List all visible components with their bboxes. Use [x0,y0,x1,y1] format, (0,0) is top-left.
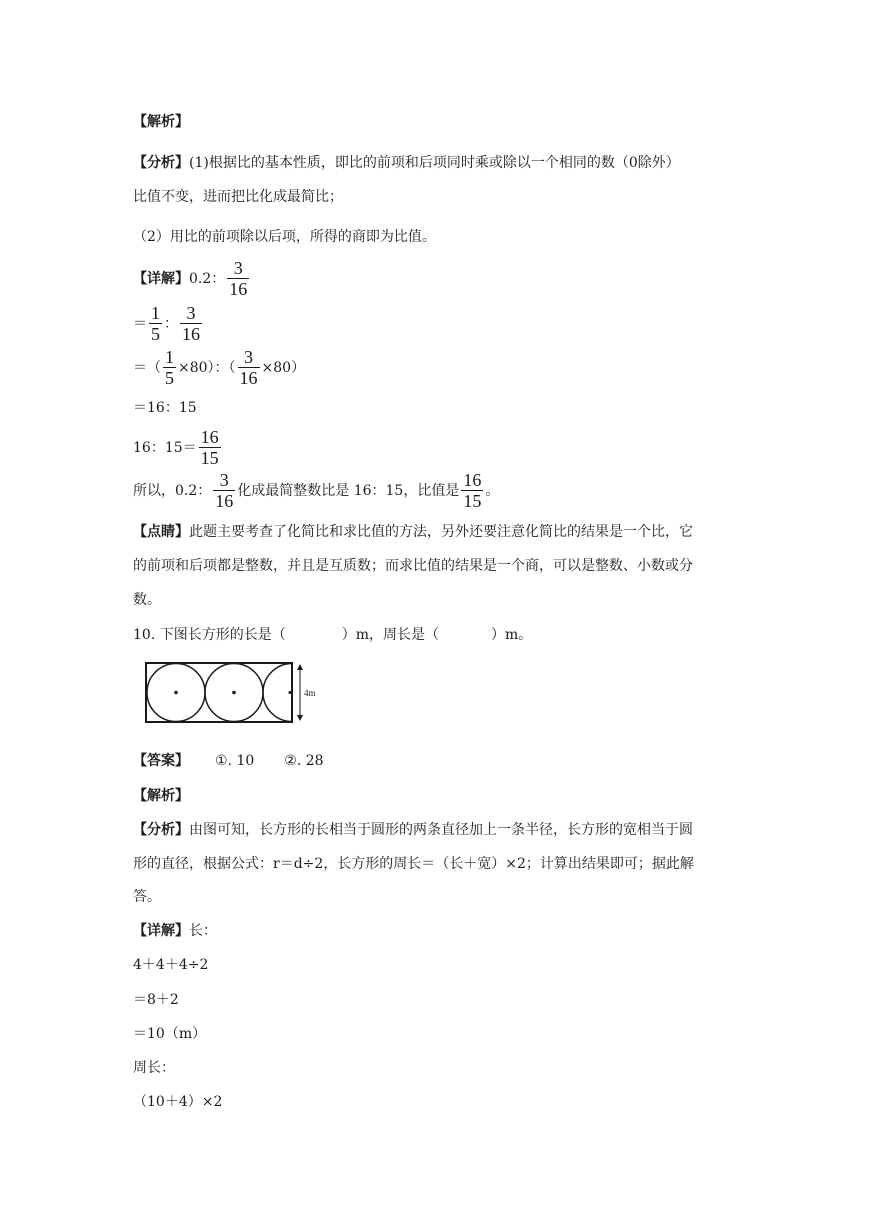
analysis2-line1: 【分析】由图可知，长方形的长相当于圆形的两条直径加上一条半径，长方形的宽相当于圆 [133,822,693,838]
question-10: 10. 下图长方形的长是（ ）m，周长是（ ）m。 [133,627,533,643]
remark-line3: 数。 [133,592,161,608]
analysis-paragraph-line1 [133,153,680,173]
fraction-1-5: $\frac{1}{5}$ [151,303,160,344]
center-dot-2 [232,691,236,695]
detail-step-2: ＝ $\frac{1}{5}$ ： $\frac{3}{16}$ [133,303,200,344]
section-heading-jiexi: 【解析】 [133,114,189,130]
remark-line2: 的前项和后项都是整数，并且是互质数；而求比值的结果是一个商，可以是整数、小数或分 [133,558,693,574]
analysis-tag: 【分析】 [133,155,189,171]
detail-step-5: 16：15＝ $\frac{16}{15}$ [133,427,219,468]
calc-line-3: ＝10（m） [133,1026,207,1042]
detail-step-3: ＝（ $\frac{1}{5}$ ×80）：（ $\frac{3}{16}$ ×80） [133,347,306,388]
analysis-text: (1)根据比的基本性质，即比的前项和后项同时乘或除以一个相同的数（0除外） [189,155,680,171]
section-heading-jiexi-2: 【解析】 [133,788,189,804]
fraction-3-16: $\frac{3}{16}$ [239,347,258,388]
remark-tag: 【点睛】 [133,524,189,540]
half-circle [263,664,292,722]
fraction-16-15: $\frac{16}{15}$ [200,427,219,468]
step1-prefix: 0.2： [189,270,226,287]
remark-line1: 【点睛】此题主要考查了化简比和求比值的方法，另外还要注意化简比的结果是一个比，它 [133,524,693,540]
fraction-3-16: $\frac{3}{16}$ [215,470,234,511]
center-dot-1 [174,691,178,695]
calc-line-1: 4＋4＋4÷2 [133,957,209,973]
analysis2-line3: 答。 [133,889,161,905]
answer-1: ①. 10 [215,753,255,769]
conclusion-line: 所以，0.2： $\frac{3}{16}$ 化成最简整数比是 16：15，比值是 $\frac{16}{15}$ 。 [133,470,500,511]
analysis-paragraph-line2: 比值不变，进而把比化成最简比； [133,189,343,205]
rectangle-circles-figure [144,660,324,728]
answer-line: 【答案】 ①. 10 ②. 28 [133,753,324,769]
rectangle-outline [146,663,292,722]
fraction-3-16: $\frac{3}{16}$ [229,258,248,299]
dimension-label: 4m [304,688,316,698]
detail-step-4: ＝16：15 [133,400,197,416]
calc-line-4: （10＋4）×2 [133,1094,223,1110]
arrow-down-icon [297,715,303,721]
perimeter-label: 周长： [133,1060,175,1076]
arrow-up-icon [297,664,303,670]
detail-step-1 [133,258,251,299]
answer-2: ②. 28 [284,753,324,769]
fraction-3-16: $\frac{3}{16}$ [182,303,200,344]
fraction-16-15: $\frac{16}{15}$ [463,470,482,511]
detail-tag: 【详解】 [133,270,189,287]
analysis-paragraph-line3: （2）用比的前项除以后项，所得的商即为比值。 [133,229,436,245]
calc-line-2: ＝8＋2 [133,992,179,1008]
detail2-heading: 【详解】长： [133,923,217,939]
center-dot-3 [289,691,292,694]
fraction-1-5: $\frac{1}{5}$ [165,347,174,388]
analysis2-line2: 形的直径，根据公式：r＝d÷2，长方形的周长＝（长＋宽）×2；计算出结果即可；据此解 [133,856,694,872]
